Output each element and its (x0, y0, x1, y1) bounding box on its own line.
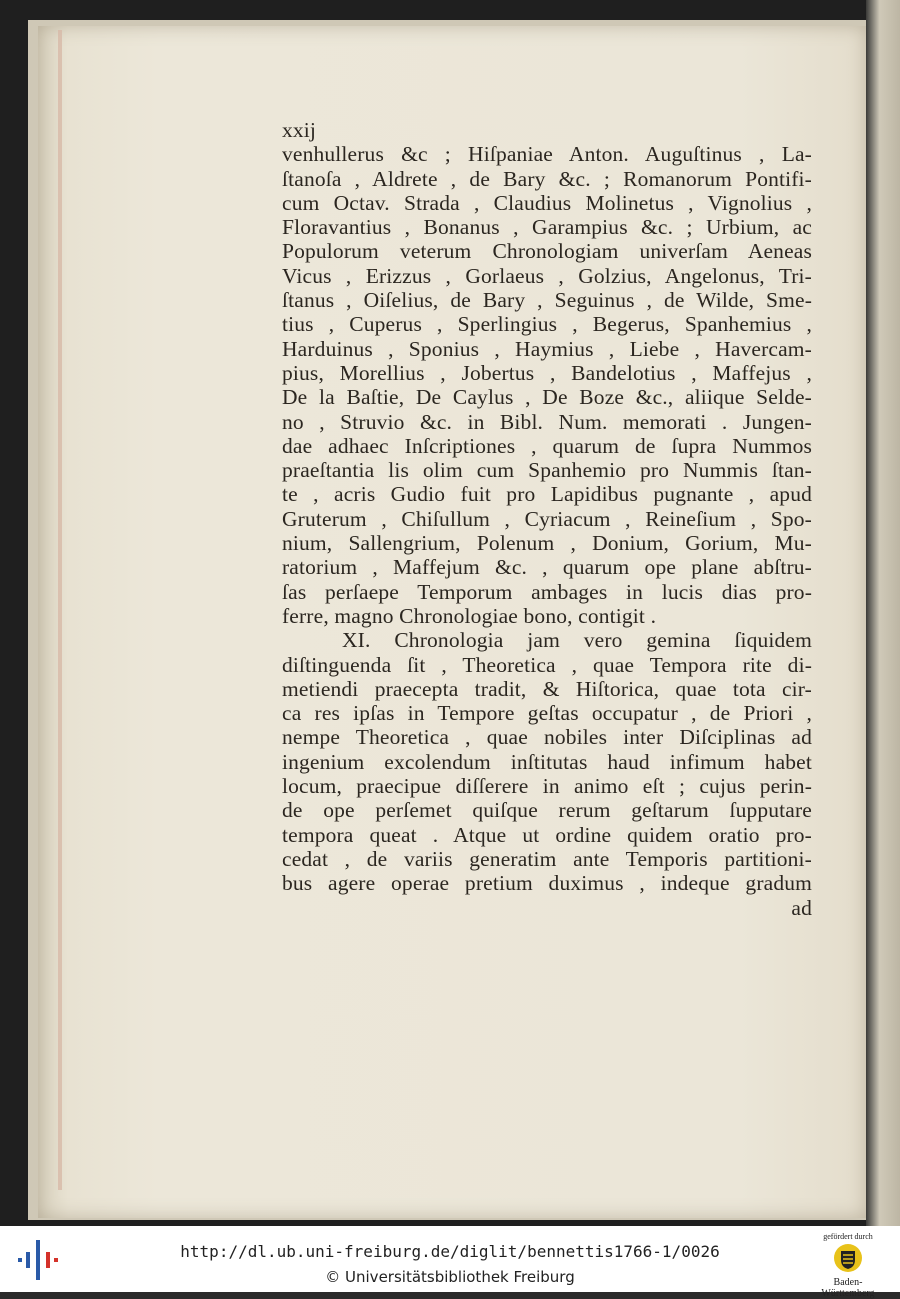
page-number: xxij (282, 118, 317, 142)
text-line: Populorum veterum Chronologiam univerſam Aeneas (282, 239, 812, 264)
text-line: dae adhaec Inſcriptiones , quarum de ſupra Nummos (282, 433, 812, 458)
text-line: cum Octav. Strada , Claudius Molinetus , Vignolius , (282, 190, 812, 215)
text-line: Vicus , Erizzus , Gorlaeus , Golzius, Angelonus, Tri- (282, 263, 812, 288)
text-line: bus agere operae pretium duximus , indeque gradum (282, 871, 812, 896)
sponsor-block (808, 1232, 888, 1299)
coat-of-arms-icon (833, 1243, 863, 1273)
text-line: ferre, magno Chronologiae bono, contigit . (282, 603, 657, 628)
text-line: locum, praecipue diſſerere in animo eſt ; cujus perin- (282, 774, 812, 799)
catchword: ad (791, 895, 812, 920)
text-line: Gruterum , Chiſullum , Cyriacum , Reineſium , Spo- (282, 506, 812, 531)
sponsor-label: gefördert durch (823, 1232, 873, 1241)
copyright-text: © Universitätsbibliothek Freiburg (325, 1268, 575, 1286)
next-page-edge (866, 0, 900, 1226)
text-line: ſas perſaepe Temporum ambages in lucis dias pro- (282, 579, 812, 604)
text-line: no , Struvio &c. in Bibl. Num. memorati . Jungen- (282, 409, 812, 434)
sponsor-name: Baden-Württemberg (821, 1277, 875, 1299)
text-line: tempora queat . Atque ut ordine quidem oratio pro- (282, 822, 812, 847)
text-line: ca res ipſas in Tempore geſtas occupatur , de Priori , (282, 701, 812, 726)
text-line: Floravantius , Bonanus , Garampius &c. ; Urbium, ac (282, 215, 812, 240)
page-text (282, 118, 812, 920)
section-heading-line: XI. Chronologia jam vero gemina ſiquidem (342, 628, 812, 653)
page-edge (58, 30, 62, 1190)
text-line: cedat , de variis generatim ante Temporis partitioni- (282, 846, 812, 871)
text-line: te , acris Gudio fuit pro Lapidibus pugnante , apud (282, 482, 812, 507)
text-line: nium, Sallengrium, Polenum , Donium, Gorium, Mu- (282, 531, 812, 556)
text-line: ſtanoſa , Aldrete , de Bary &c. ; Romanorum Pontifi- (282, 166, 812, 191)
text-line: Harduinus , Sponius , Haymius , Liebe , Havercam- (282, 336, 812, 361)
permalink-url[interactable]: http://dl.ub.uni-freiburg.de/diglit/bennettis1766-1/0026 (180, 1242, 720, 1261)
text-line: venhullerus &c ; Hiſpaniae Anton. Auguſtinus , La- (282, 142, 812, 167)
viewer-footer (0, 1226, 900, 1299)
text-line: ratorium , Maffejum &c. , quarum ope plane abſtru- (282, 555, 812, 580)
text-line: praeſtantia lis olim cum Spanhemio pro Nummis ſtan- (282, 458, 812, 483)
text-line: de ope perſemet quiſque rerum geſtarum ſupputare (282, 798, 812, 823)
text-line: ſtanus , Oiſelius, de Bary , Seguinus , de Wilde, Sme- (282, 288, 812, 313)
text-line: nempe Theoretica , quae nobiles inter Diſciplinas ad (282, 725, 812, 750)
text-line: De la Baſtie, De Caylus , De Boze &c., aliique Selde- (282, 385, 812, 410)
text-line: tius , Cuperus , Sperlingius , Begerus, Spanhemius , (282, 312, 812, 337)
text-line: pius, Morellius , Jobertus , Bandelotius , Maffejus , (282, 360, 812, 385)
text-line: ingenium excolendum inſtitutas haud infimum habet (282, 749, 812, 774)
text-line: metiendi praecepta tradit, & Hiſtorica, quae tota cir- (282, 676, 812, 701)
text-line: diſtinguenda ſit , Theoretica , quae Tempora rite di- (282, 652, 812, 677)
